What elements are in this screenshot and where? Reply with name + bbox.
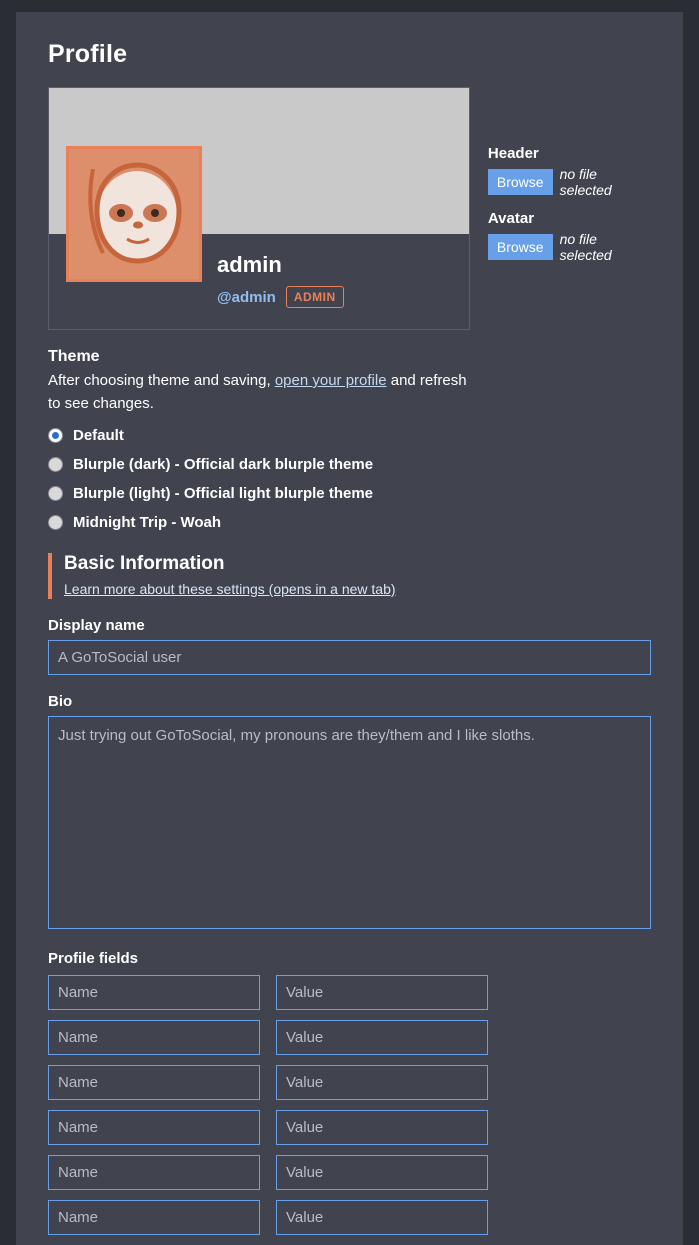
theme-option-label: Midnight Trip - Woah [73,514,222,531]
radio-icon[interactable] [48,515,63,530]
display-name-input[interactable] [48,640,651,675]
theme-desc-part1: After choosing theme and saving, [48,372,275,389]
bio-textarea[interactable] [48,716,651,929]
profile-field-name-input[interactable] [48,1155,260,1190]
theme-option-default[interactable] [48,427,651,444]
profile-field-row [48,1065,651,1100]
header-browse-button[interactable]: Browse [488,169,553,195]
profile-field-value-input[interactable] [276,1110,488,1145]
profile-field-value-input[interactable] [276,1065,488,1100]
theme-label: Theme [48,348,100,365]
profile-field-value-input[interactable] [276,1200,488,1235]
theme-option-label: Blurple (dark) - Official dark blurple theme [73,456,374,473]
theme-radio-group [48,427,651,531]
learn-more-link[interactable]: Learn more about these settings (opens in a new tab) [64,581,396,597]
profile-field-name-input[interactable] [48,975,260,1010]
avatar-browse-button[interactable]: Browse [488,234,553,260]
theme-option-label: Blurple (light) - Official light blurple theme [73,485,373,502]
basic-information-section [48,553,651,599]
role-badge: ADMIN [286,286,344,308]
theme-option-label: Default [73,427,124,444]
theme-option-blurple-dark[interactable] [48,456,651,473]
profile-preview-row [48,87,651,330]
preview-display-name: admin [217,252,282,277]
profile-field-value-input[interactable] [276,1155,488,1190]
profile-field-value-input[interactable] [276,1020,488,1055]
profile-field-name-input[interactable] [48,1020,260,1055]
profile-field-row [48,975,651,1010]
theme-option-midnight-trip[interactable] [48,514,651,531]
profile-preview-card [48,87,470,330]
preview-handle-row [217,286,469,308]
avatar-upload-row [488,231,651,263]
radio-icon[interactable] [48,457,63,472]
basic-information-title: Basic Information [64,553,225,574]
header-upload-row [488,166,651,198]
profile-fields-list [48,975,651,1235]
settings-panel [16,12,683,1245]
header-file-status: no file selected [559,166,612,198]
avatar-file-status: no file selected [559,231,612,263]
bio-label: Bio [48,693,73,710]
profile-field-name-input[interactable] [48,1065,260,1100]
avatar [66,146,202,282]
avatar-upload-label: Avatar [487,210,535,227]
radio-icon[interactable] [48,486,63,501]
profile-field-name-input[interactable] [48,1110,260,1145]
profile-card-body [49,234,469,329]
file-upload-group [488,87,651,275]
profile-field-value-input[interactable] [276,975,488,1010]
theme-option-blurple-light[interactable] [48,485,651,502]
header-upload-label: Header [487,145,539,162]
open-your-profile-link[interactable]: open your profile [274,372,387,389]
profile-field-row [48,1200,651,1235]
theme-desc-part2: and refresh to see changes. [48,372,467,412]
profile-field-row [48,1020,651,1055]
preview-handle: @admin [217,288,276,306]
profile-fields-label: Profile fields [48,950,139,967]
sloth-avatar-icon [69,149,199,279]
theme-description [48,370,478,415]
radio-icon[interactable] [48,428,63,443]
display-name-label: Display name [48,617,145,634]
profile-field-name-input[interactable] [48,1200,260,1235]
profile-field-row [48,1155,651,1190]
page-title: Profile [48,40,128,68]
profile-field-row [48,1110,651,1145]
